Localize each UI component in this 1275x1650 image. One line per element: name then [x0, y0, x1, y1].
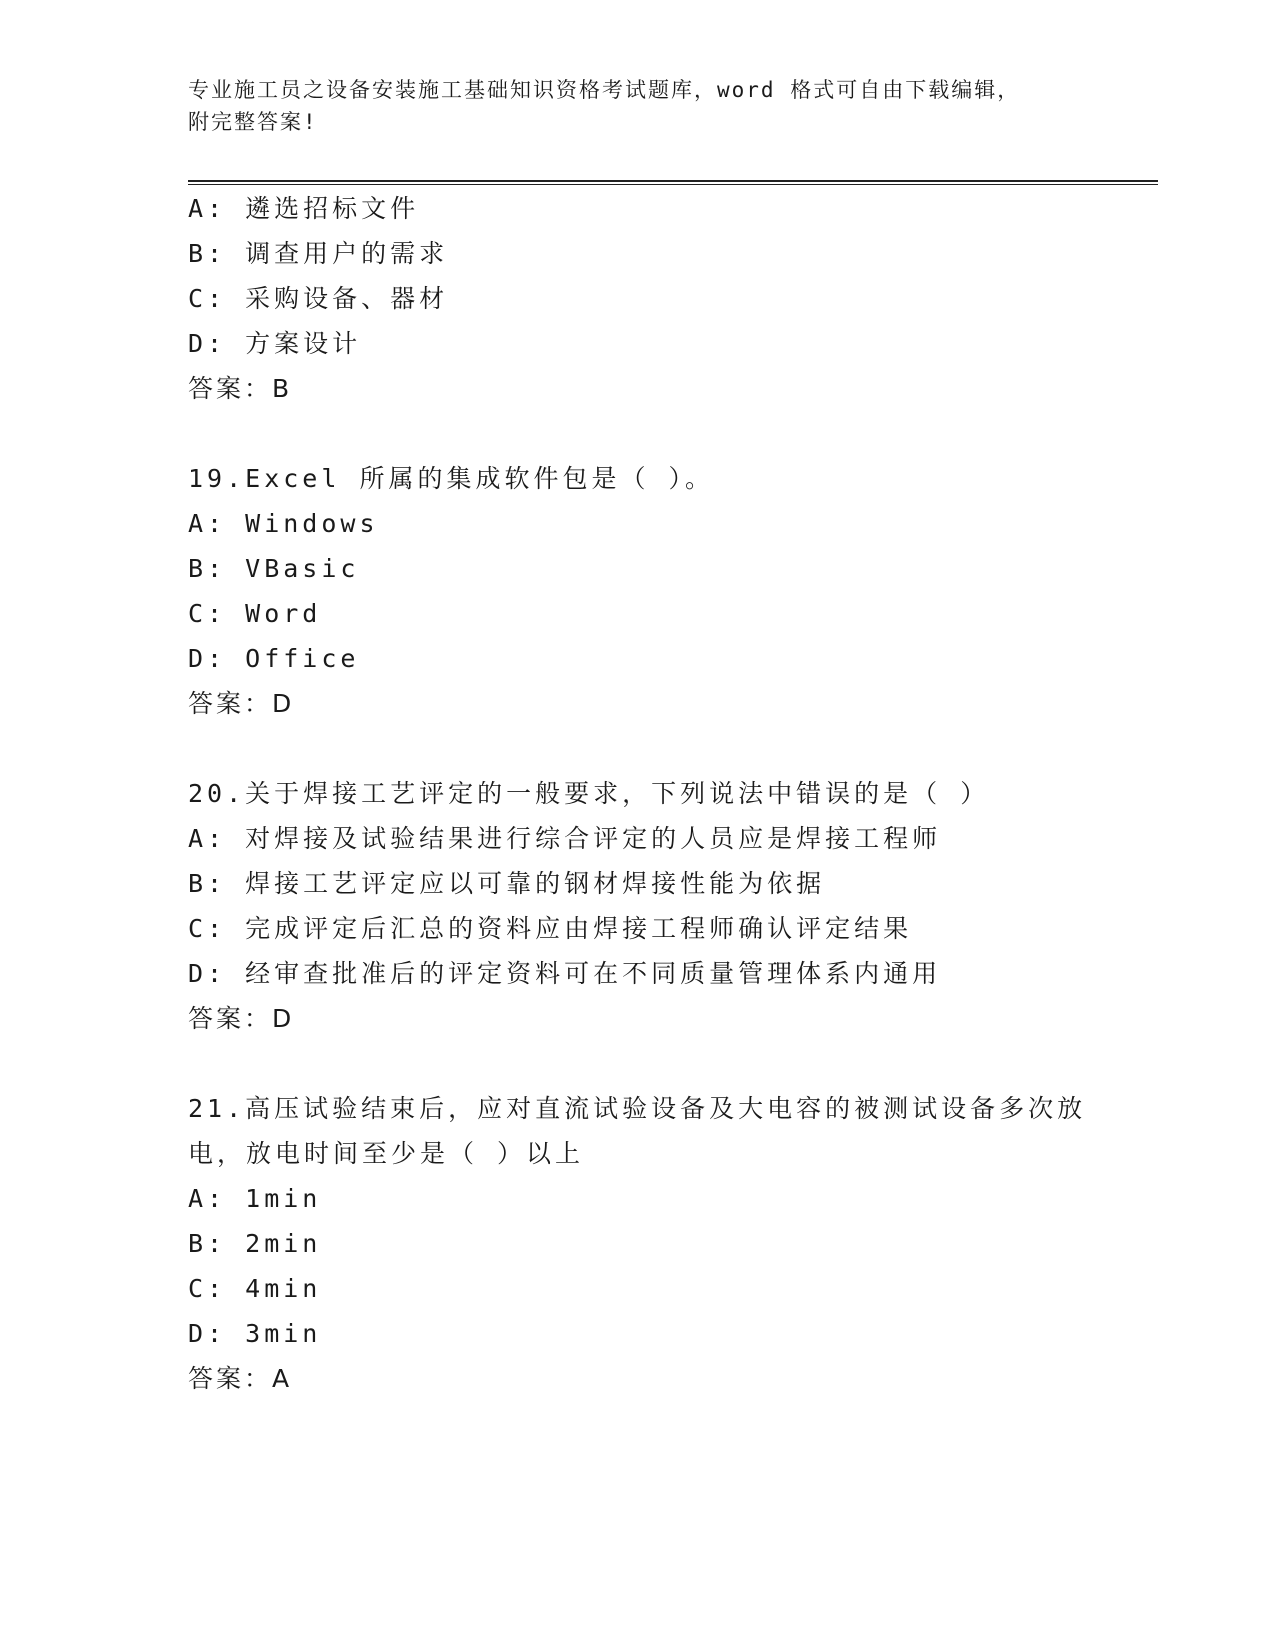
q18-option-b: B: 调查用户的需求: [188, 239, 449, 268]
header-divider: [188, 180, 1158, 185]
q19-option-d: D: Office: [188, 644, 360, 673]
q21-question-line-2: 电，放电时间至少是（ ）以上: [188, 1139, 585, 1168]
q20-answer: 答案：D: [188, 1004, 295, 1033]
q19-option-b: B: VBasic: [188, 554, 360, 583]
q20-option-b: B: 焊接工艺评定应以可靠的钢材焊接性能为依据: [188, 869, 826, 898]
q21-answer: 答案：A: [188, 1364, 293, 1393]
q20-option-d: D: 经审查批准后的评定资料可在不同质量管理体系内通用: [188, 959, 942, 988]
q19-option-c: C: Word: [188, 599, 322, 628]
header-title-line-1: 专业施工员之设备安装施工基础知识资格考试题库，word 格式可自由下载编辑，: [188, 78, 1021, 102]
header-title-line-2: 附完整答案!: [188, 110, 318, 134]
q21-option-d: D: 3min: [188, 1319, 322, 1348]
q18-option-c: C: 采购设备、器材: [188, 284, 449, 313]
q21-question-line-1: 21.高压试验结束后，应对直流试验设备及大电容的被测试设备多次放: [188, 1094, 1087, 1123]
q18-answer: 答案：B: [188, 374, 293, 403]
q18-option-d: D: 方案设计: [188, 329, 362, 358]
q21-option-b: B: 2min: [188, 1229, 322, 1258]
q20-option-a: A: 对焊接及试验结果进行综合评定的人员应是焊接工程师: [188, 824, 942, 853]
q21-option-c: C: 4min: [188, 1274, 322, 1303]
q19-option-a: A: Windows: [188, 509, 379, 538]
q18-option-a: A: 遴选招标文件: [188, 194, 420, 223]
q20-question: 20.关于焊接工艺评定的一般要求，下列说法中错误的是（ ）: [188, 779, 990, 808]
q20-option-c: C: 完成评定后汇总的资料应由焊接工程师确认评定结果: [188, 914, 913, 943]
document-header: [188, 74, 1068, 138]
q21-option-a: A: 1min: [188, 1184, 322, 1213]
q19-answer: 答案：D: [188, 689, 295, 718]
q19-question: 19.Excel 所属的集成软件包是（ ）。: [188, 464, 715, 493]
